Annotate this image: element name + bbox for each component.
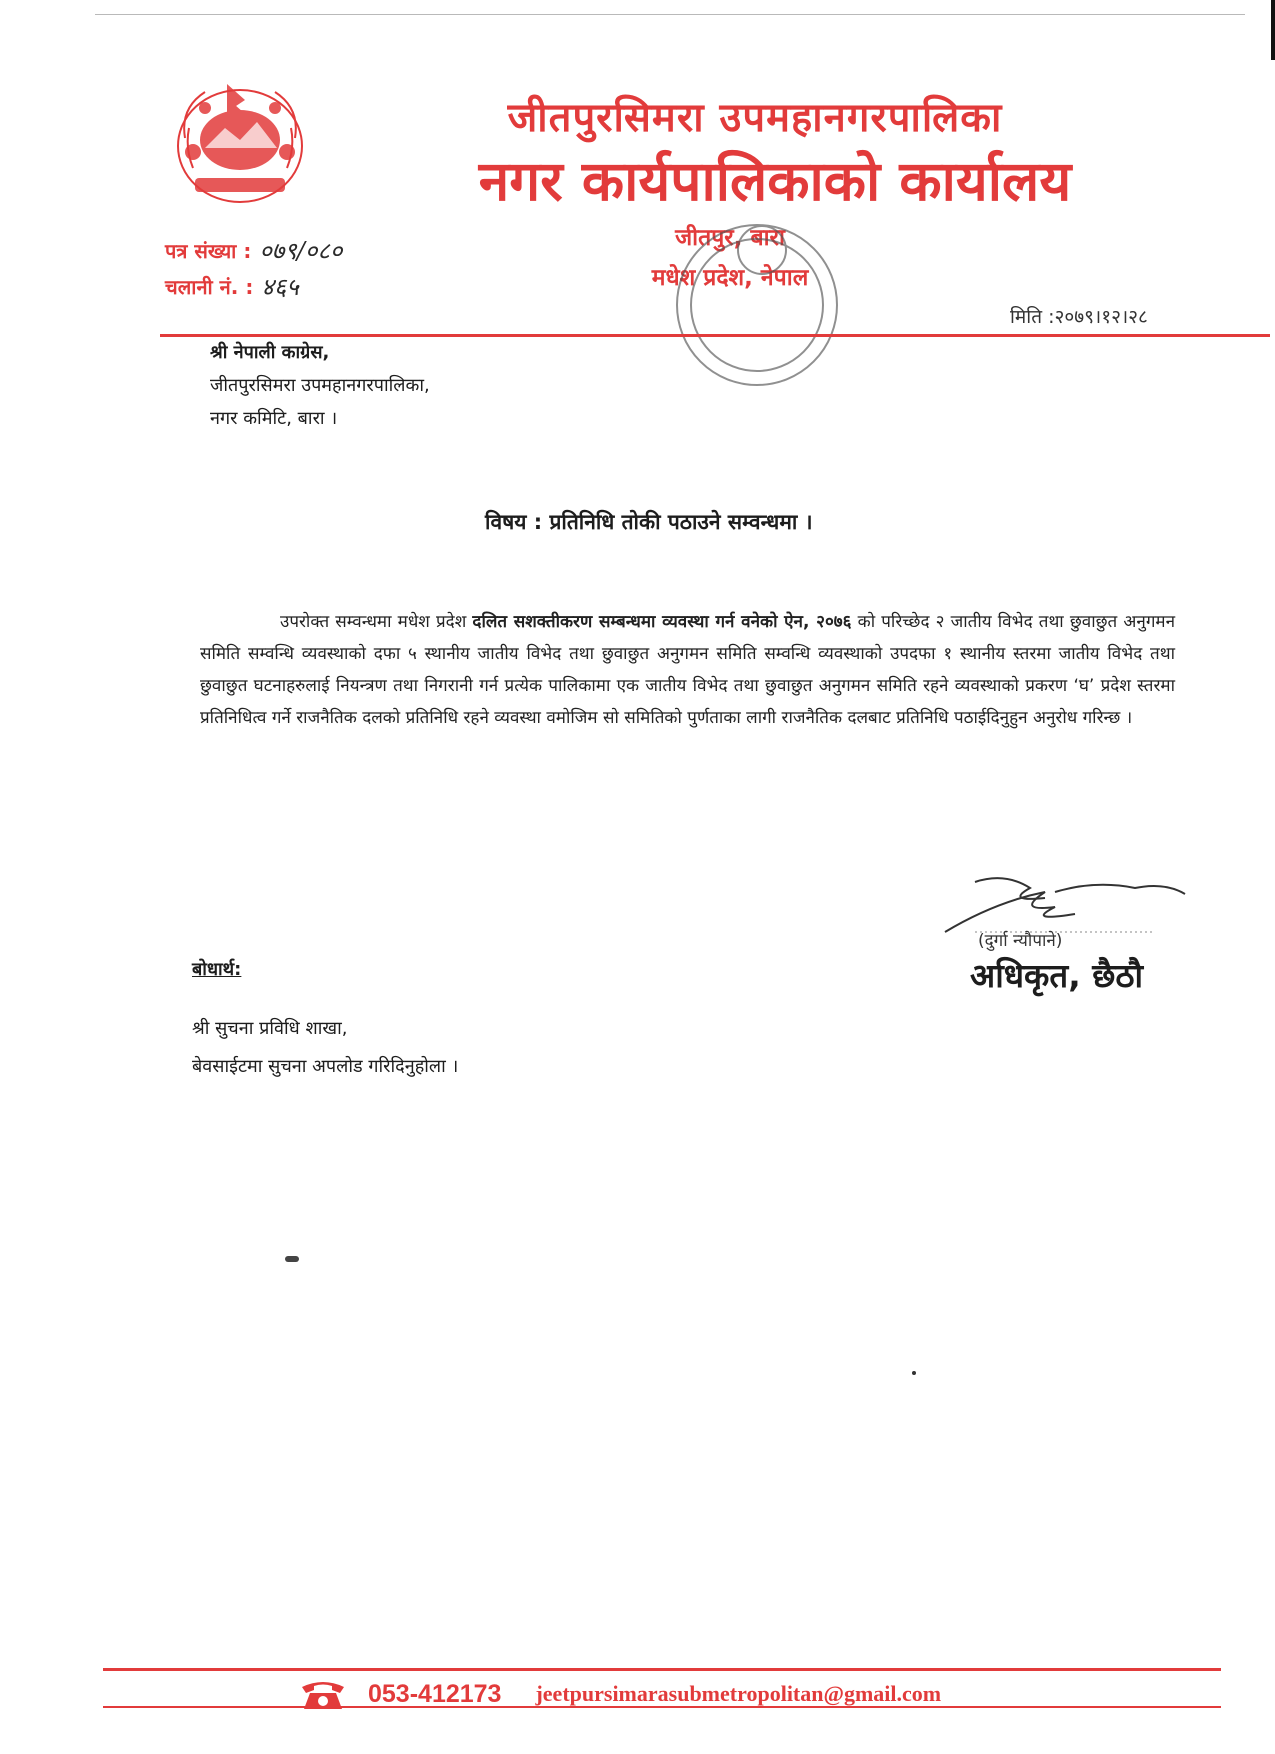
signatory-name: (दुर्गा न्यौपाने)	[978, 931, 1063, 951]
signatory-title: अधिकृत, छैठौ	[970, 956, 1144, 995]
letter-number-label: पत्र संख्या :	[165, 238, 252, 263]
municipality-title: जीतपुरसिमरा उपमहानगरपालिका	[507, 95, 1003, 141]
dispatch-number-value: ४६५	[261, 272, 299, 301]
dispatch-number-row	[165, 268, 342, 304]
cc-block	[192, 1010, 458, 1086]
footer-contact	[298, 1677, 941, 1711]
recipient-block	[210, 336, 430, 435]
recipient-name: श्री नेपाली काग्रेस,	[210, 342, 330, 363]
scan-speck	[912, 1371, 916, 1375]
cc-line-1: श्री सुचना प्रविधि शाखा,	[192, 1018, 348, 1039]
body-part-2: को परिच्छेद २ जातीय विभेद तथा छुवाछुत अनुगमन समिति सम्वन्धि व्यवस्थाको दफा ५ स्थानीय जातीय विभेद तथा छुवाछुत अनुगमन समिति सम्वन्धि व्यवस्थाको उपदफा १ स्थानीय स्तरमा जातीय विभेद तथा छुवाछुत घटनाहरुलाई नियन्त्रण तथा निगरानी गर्न प्रत्येक पालिकामा एक जातीय विभेद तथा छुवाछुत अनुगमन समिति रहने व्यवस्थाको प्रकरण ‘घ’ प्रदेश स्तरमा प्रतिनिधित्व गर्ने राजनैतिक दलको प्रतिनिधि रहने व्यवस्था वमोजिम सो समितिको पुर्णताका लागी राजनैतिक दलबाट प्रतिनिधि पठाईदिनुहुन अनुरोध गरिन्छ ।	[200, 612, 1176, 728]
recipient-line-2: जीतपुरसिमरा उपमहानगरपालिका,	[210, 375, 430, 396]
cc-line-2: बेवसाईटमा सुचना अपलोड गरिदिनुहोला ।	[192, 1056, 459, 1077]
scan-speck	[285, 1256, 299, 1262]
body-act-name: दलित सशक्तीकरण सम्बन्धमा व्यवस्था गर्न वनेको ऐन, २०७६	[472, 612, 852, 632]
letter-subject: विषय : प्रतिनिधि तोकी पठाउने सम्वन्धमा ।	[485, 510, 813, 534]
dispatch-number-label: चलानी नं. :	[165, 274, 254, 299]
body-part-1: उपरोक्त सम्वन्धमा मधेश प्रदेश	[280, 612, 473, 632]
footer-divider	[103, 1668, 1221, 1671]
address-line-2: मधेश प्रदेश, नेपाल	[651, 265, 809, 291]
signature-icon	[935, 862, 1195, 952]
footer-phone: 053-412173	[368, 1679, 502, 1708]
address-line-1: जीतपुर, बारा	[675, 225, 785, 251]
footer-email: jeetpursimarasubmetropolitan@gmail.com	[535, 1681, 942, 1706]
cc-label: बोधार्थ:	[192, 959, 242, 980]
recipient-line-3: नगर कमिटि, बारा ।	[210, 408, 338, 429]
office-title: नगर कार्यपालिकाको कार्यालय	[478, 149, 1072, 213]
telephone-icon	[298, 1677, 348, 1711]
top-scan-line	[95, 14, 1245, 15]
letter-date: मिति :२०७९।१२।२८	[1010, 306, 1148, 328]
letter-number-row	[165, 232, 342, 268]
letter-body	[200, 606, 1175, 734]
reference-block	[165, 232, 342, 304]
letter-number-value: ०७९/०८०	[259, 236, 343, 265]
nepal-emblem-icon	[165, 78, 315, 213]
scan-edge	[1271, 0, 1275, 60]
office-seal-icon	[652, 210, 852, 400]
